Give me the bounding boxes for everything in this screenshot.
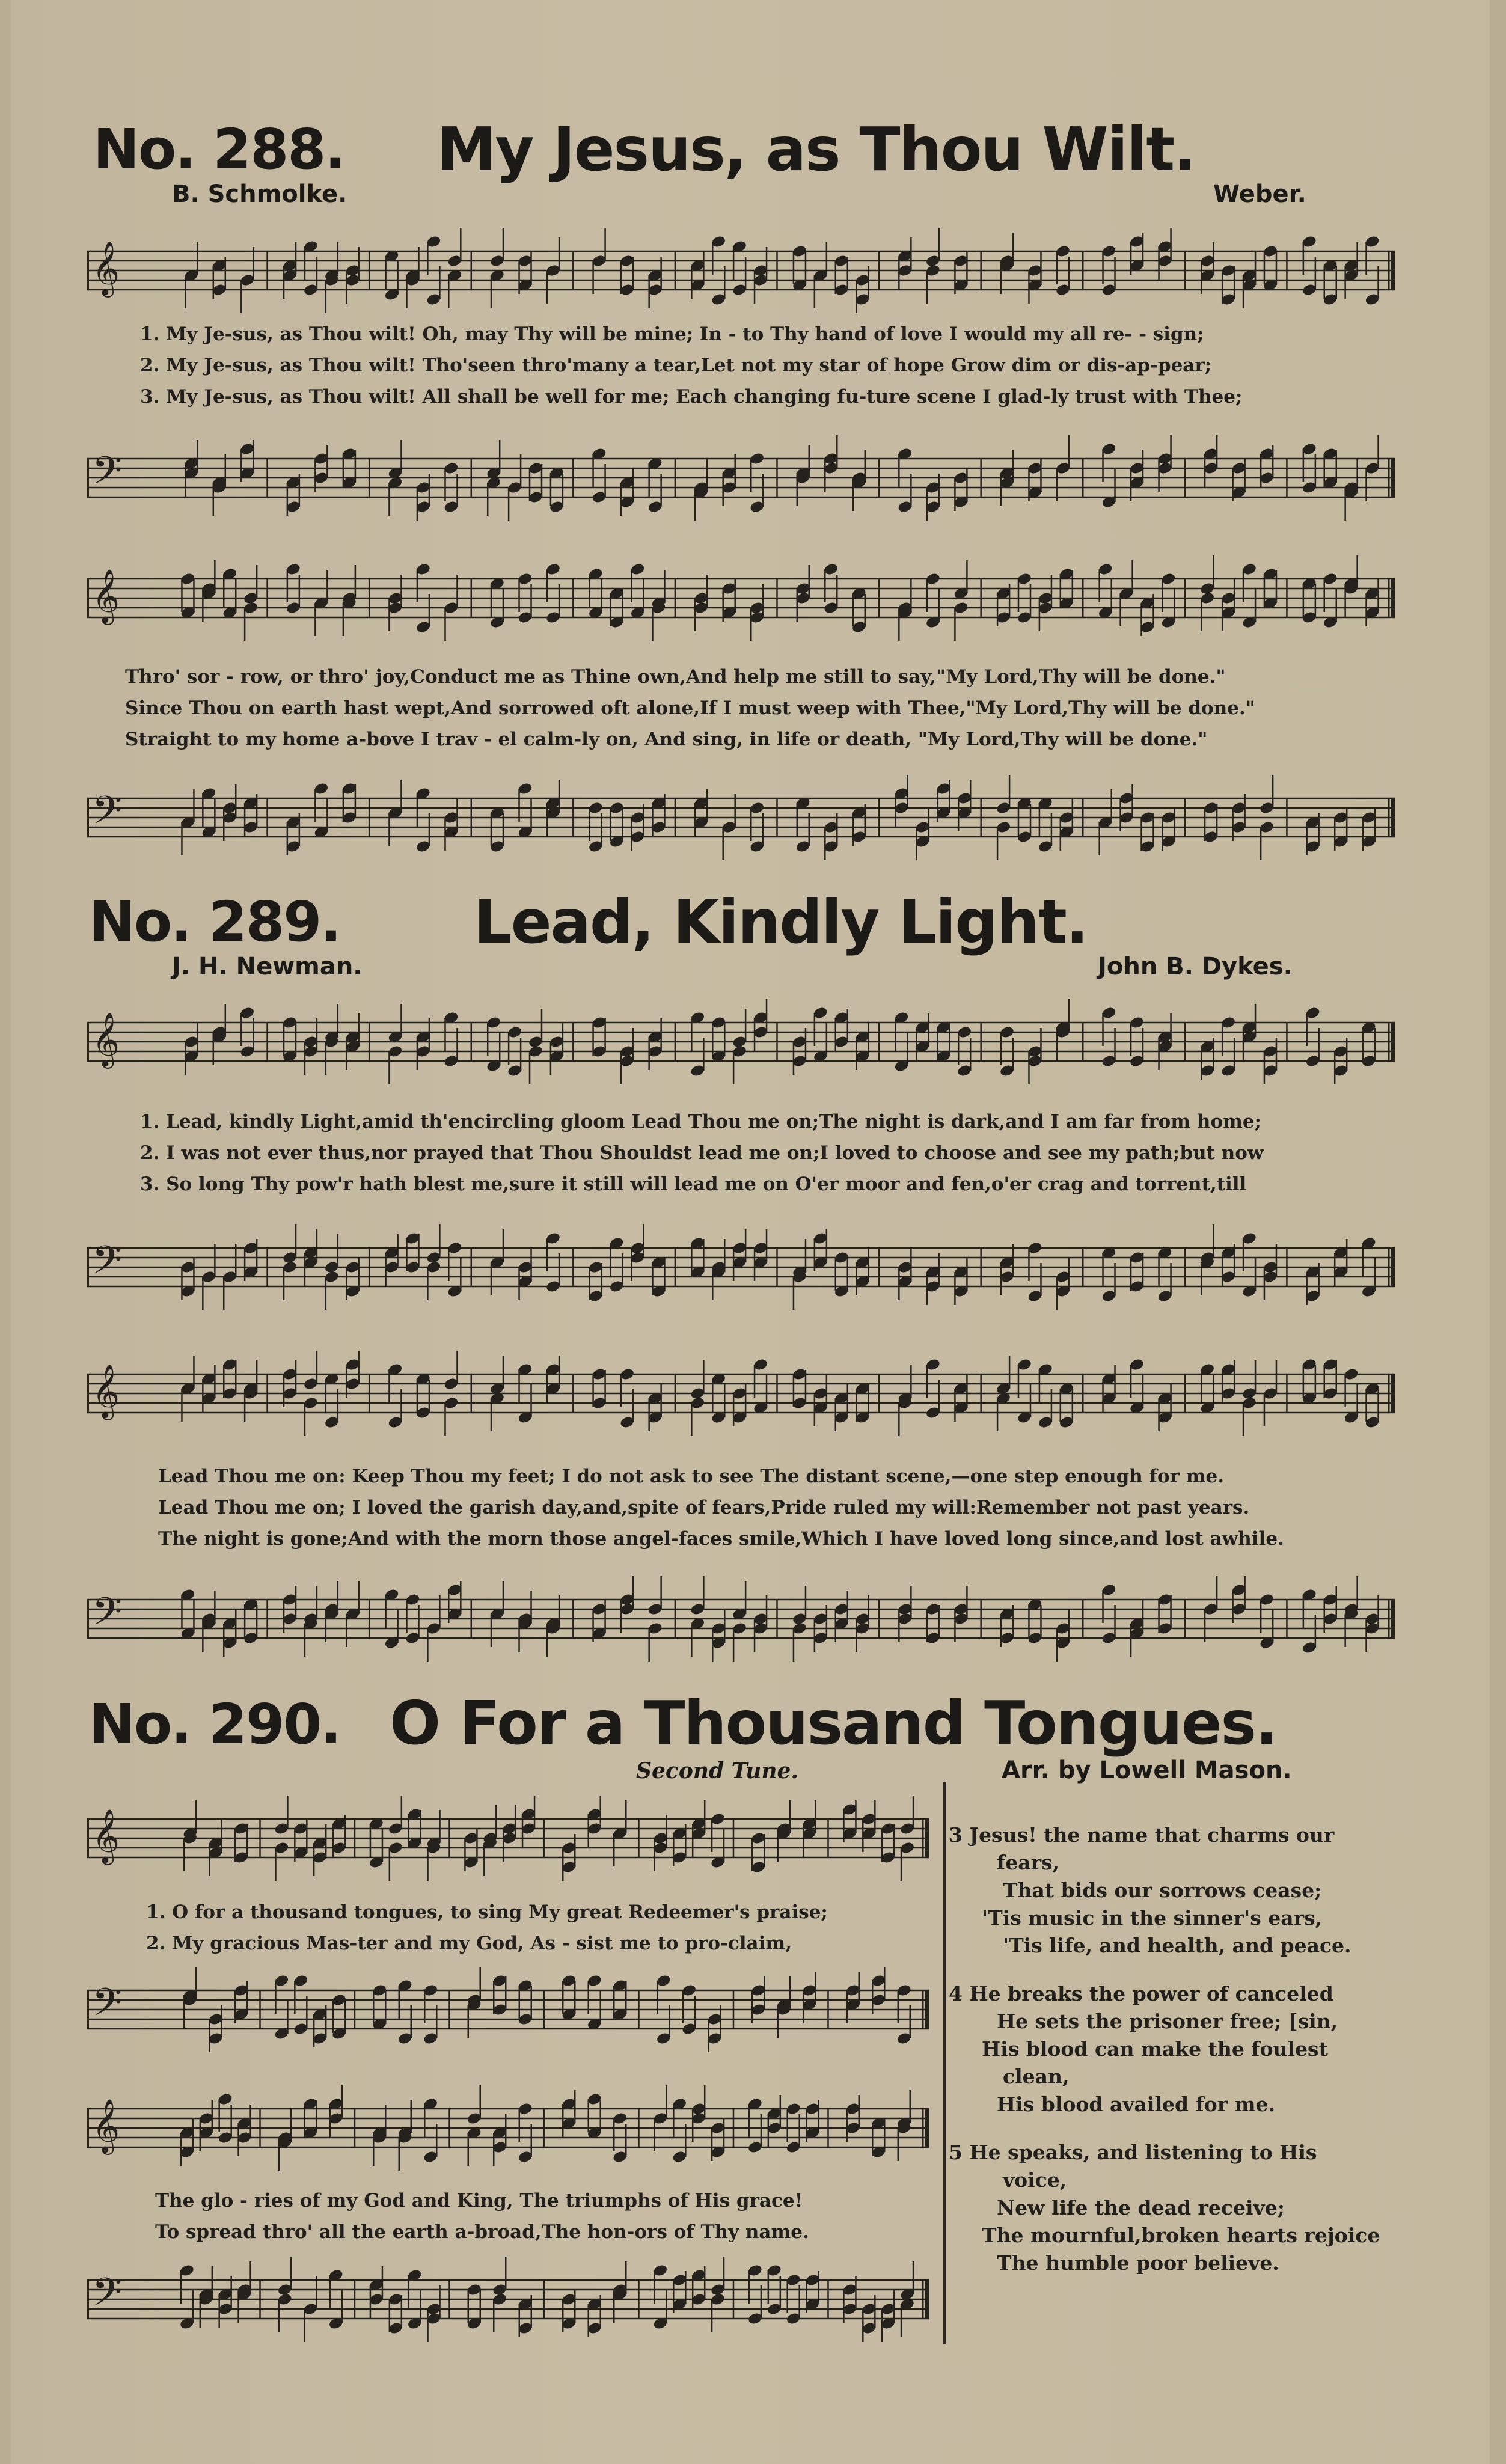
svg-text:𝄞: 𝄞 <box>92 1012 120 1067</box>
verse-line: Straight to my home a-bove I trav - el calm-ly on, And sing, in life or death, "My Lord,Thy will be done." <box>125 729 1208 750</box>
music-staff <box>87 225 1395 316</box>
stanza-line: The mournful,broken hearts rejoice <box>982 2224 1380 2247</box>
music-credit: Weber. <box>1213 180 1306 208</box>
music-credit: John B. Dykes. <box>1098 953 1293 980</box>
verse-line: 1. O for a thousand tongues, to sing My great Redeemer's praise; <box>146 1901 828 1923</box>
verse-lines <box>158 1461 1284 1555</box>
verse-line: 1. Lead, kindly Light,amid th'encircling gloom Lead Thou me on;The night is dark,and I am far from home; <box>140 1111 1262 1133</box>
music-staff <box>87 421 1395 535</box>
verse-line: The night is gone;And with the morn those angel-faces smile,Which I have loved long since,and lost awhile. <box>158 1528 1284 1550</box>
verse-lines <box>140 319 1242 412</box>
stanza <box>949 1821 1406 1960</box>
stanza-line: 4 He breaks the power of canceled <box>949 1982 1333 2005</box>
music-staff <box>87 1957 929 2062</box>
music-staff <box>87 2251 929 2347</box>
music-staff <box>87 1208 1395 1325</box>
hymnal-page <box>11 0 1490 2464</box>
stanza-line: voice, <box>1003 2168 1067 2192</box>
hymn-title: Lead, Kindly Light. <box>474 887 1088 957</box>
stanza-line: His blood can make the foulest <box>982 2037 1328 2061</box>
music-staff <box>87 1341 1395 1446</box>
music-staff <box>87 1563 1395 1674</box>
words-credit: B. Schmolke. <box>172 180 347 208</box>
verse-lines <box>155 2185 809 2248</box>
extra-stanzas <box>949 1821 1406 2297</box>
hymn-number: No. 289. <box>89 890 341 954</box>
music-staff <box>87 2077 929 2179</box>
hymn-number: No. 288. <box>93 117 345 182</box>
verse-line: Since Thou on earth hast wept,And sorrowed oft alone,If I must weep with Thee,"My Lord,Thy will be done." <box>125 697 1255 719</box>
svg-text:𝄢: 𝄢 <box>92 1238 123 1292</box>
svg-text:𝄞: 𝄞 <box>92 241 120 296</box>
svg-text:𝄢: 𝄢 <box>92 1980 123 2035</box>
verse-lines <box>125 661 1255 755</box>
verse-line: Lead Thou me on: Keep Thou my feet; I do not ask to see The distant scene,—one step enough for me. <box>158 1466 1225 1487</box>
stanza <box>949 1980 1406 2118</box>
music-staff <box>87 1788 929 1888</box>
verse-line: 2. My gracious Mas-ter and my God, As - sist me to pro-claim, <box>146 1933 792 1954</box>
verse-line: 2. I was not ever thus,nor prayed that Thou Shouldst lead me on;I loved to choose and see my path;but now <box>140 1142 1264 1164</box>
verse-line: To spread thro' all the earth a-broad,The hon-ors of Thy name. <box>155 2221 809 2243</box>
stanza-line: fears, <box>997 1851 1060 1874</box>
verse-line: The glo - ries of my God and King, The triumphs of His grace! <box>155 2190 803 2212</box>
stanza-line: 'Tis music in the sinner's ears, <box>982 1906 1323 1930</box>
stanza-line: 'Tis life, and health, and peace. <box>1003 1934 1351 1957</box>
svg-text:𝄢: 𝄢 <box>92 448 123 503</box>
stanza-line: 5 He speaks, and listening to His <box>949 2141 1317 2164</box>
hymn-title: My Jesus, as Thou Wilt. <box>436 114 1196 185</box>
words-credit: J. H. Newman. <box>172 953 363 980</box>
stanza-line: That bids our sorrows cease; <box>1003 1879 1322 1902</box>
svg-text:𝄞: 𝄞 <box>92 569 120 623</box>
stanza <box>949 2139 1406 2277</box>
music-credit: Arr. by Lowell Mason. <box>1002 1756 1292 1784</box>
stanza-line: clean, <box>1003 2065 1070 2088</box>
stanza-line: New life the dead receive; <box>997 2196 1285 2219</box>
column-divider <box>943 1782 946 2344</box>
verse-line: 1. My Je-sus, as Thou wilt! Oh, may Thy will be mine; In - to Thy hand of love I would my all re- - sign; <box>140 323 1204 345</box>
svg-text:𝄞: 𝄞 <box>92 2099 120 2153</box>
verse-lines <box>146 1897 828 1959</box>
music-staff <box>87 992 1395 1091</box>
verse-line: 3. So long Thy pow'r hath blest me,sure it still will lead me on O'er moor and fen,o'er crag and torrent,till <box>140 1173 1247 1195</box>
music-staff <box>87 553 1395 643</box>
svg-text:𝄞: 𝄞 <box>92 1364 120 1419</box>
music-staff <box>87 760 1395 875</box>
hymn-title: O For a Thousand Tongues. <box>390 1688 1278 1758</box>
svg-text:𝄢: 𝄢 <box>92 1589 123 1644</box>
stanza-line: 3 Jesus! the name that charms our <box>949 1823 1335 1847</box>
svg-text:𝄞: 𝄞 <box>92 1809 120 1863</box>
verse-lines <box>140 1106 1264 1200</box>
svg-text:𝄢: 𝄢 <box>92 2270 123 2325</box>
stanza-line: The humble poor believe. <box>997 2251 1279 2275</box>
verse-line: 2. My Je-sus, as Thou wilt! Tho'seen thro'many a tear,Let not my star of hope Grow dim or dis-ap-pear; <box>140 355 1212 376</box>
verse-line: Lead Thou me on; I loved the garish day,and,spite of fears,Pride ruled my will:Remember not past years. <box>158 1497 1250 1518</box>
stanza-line: His blood availed for me. <box>997 2093 1276 2116</box>
hymn-number: No. 290. <box>89 1692 341 1756</box>
verse-line: Thro' sor - row, or thro' joy,Conduct me as Thine own,And help me still to say,"My Lord,Thy will be done." <box>125 666 1226 688</box>
svg-text:𝄢: 𝄢 <box>92 788 123 843</box>
stanza-line: He sets the prisoner free; [sin, <box>997 2010 1338 2033</box>
tune-note: Second Tune. <box>636 1758 798 1784</box>
verse-line: 3. My Je-sus, as Thou wilt! All shall be well for me; Each changing fu-ture scene I glad-ly trust with Thee; <box>140 386 1243 408</box>
